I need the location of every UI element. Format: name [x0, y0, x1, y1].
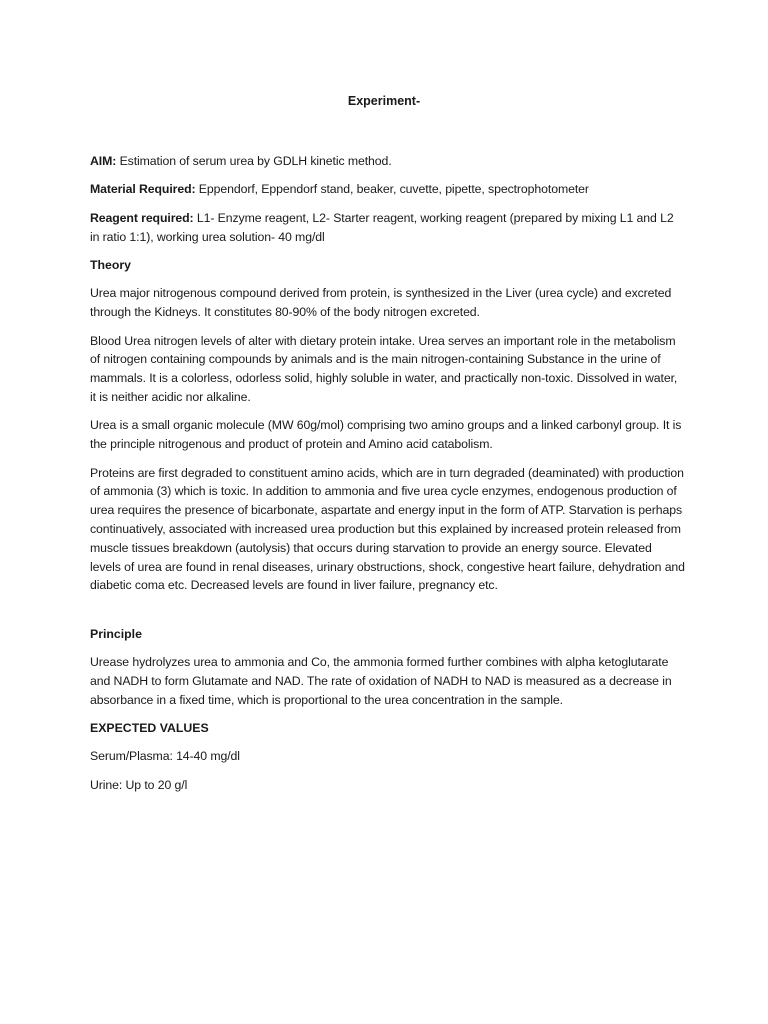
section-spacer	[90, 605, 685, 625]
aim-label: AIM:	[90, 154, 117, 168]
theory-paragraph: Urea is a small organic molecule (MW 60g/mol) comprising two amino groups and a linked carbonyl group. It is the principle nitrogenous and product of protein and Amino acid catabolism.	[90, 418, 682, 452]
document-body	[90, 152, 685, 804]
reagent-paragraph	[90, 209, 685, 247]
theory-paragraph: Proteins are first degraded to constituent amino acids, which are in turn degraded (deaminated) with production of ammonia (3) which is toxic. In addition to ammonia and five urea cycle enzymes, endogenous production of urea requires the presence of bicarbonate, aspartate and energy input in the form of ATP. Starvation is perhaps continuatively, associated with increased urea production but this explained by increased protein released from muscle tissues breakdown (autolysis) that occurs during starvation to provide an energy source. Elevated levels of urea are found in renal diseases, urinary obstructions, shock, congestive heart failure, dehydration and diabetic coma etc. Decreased levels are found in liver failure, pregnancy etc.	[90, 465, 685, 593]
theory-heading: Theory	[90, 257, 131, 272]
urine-value: Urine: Up to 20 g/l	[90, 777, 188, 792]
aim-paragraph	[90, 152, 685, 171]
serum-value: Serum/Plasma: 14-40 mg/dl	[90, 749, 240, 764]
material-paragraph	[90, 180, 685, 199]
document-title: Experiment-	[347, 94, 421, 108]
principle-paragraph: Urease hydrolyzes urea to ammonia and Co, the ammonia formed further combines with alpha ketoglutarate and NADH to form Glutamate and NAD. The rate of oxidation of NADH to NAD is measured as a decrease in absorbance in a fixed time, which is proportional to the urea concentration in the sample.	[90, 655, 672, 707]
principle-heading: Principle	[90, 626, 142, 641]
material-label: Material Required:	[90, 182, 196, 197]
theory-paragraph: Urea major nitrogenous compound derived from protein, is synthesized in the Liver (urea cycle) and excreted through the Kidneys. It constitutes 80-90% of the body nitrogen excreted.	[90, 286, 672, 320]
reagent-label: Reagent required:	[90, 210, 194, 225]
theory-paragraph: Blood Urea nitrogen levels of alter with dietary protein intake. Urea serves an important role in the metabolism of nitrogen containing compounds by animals and is the main nitrogen-containing Substance in the urine of mammals. It is a colorless, odorless solid, highly soluble in water, and practically non-toxic. Dissolved in water, it is neither acidic nor alkaline.	[90, 333, 678, 404]
aim-text: Estimation of serum urea by GDLH kinetic method.	[116, 154, 392, 168]
material-text: Eppendorf, Eppendorf stand, beaker, cuvette, pipette, spectrophotometer	[195, 182, 589, 197]
expected-values-heading: EXPECTED VALUES	[90, 721, 209, 736]
reagent-text: L1- Enzyme reagent, L2- Starter reagent, working reagent (prepared by mixing L1 and L2 in ratio 1:1), working urea solution- 40 mg/dl	[90, 210, 674, 244]
